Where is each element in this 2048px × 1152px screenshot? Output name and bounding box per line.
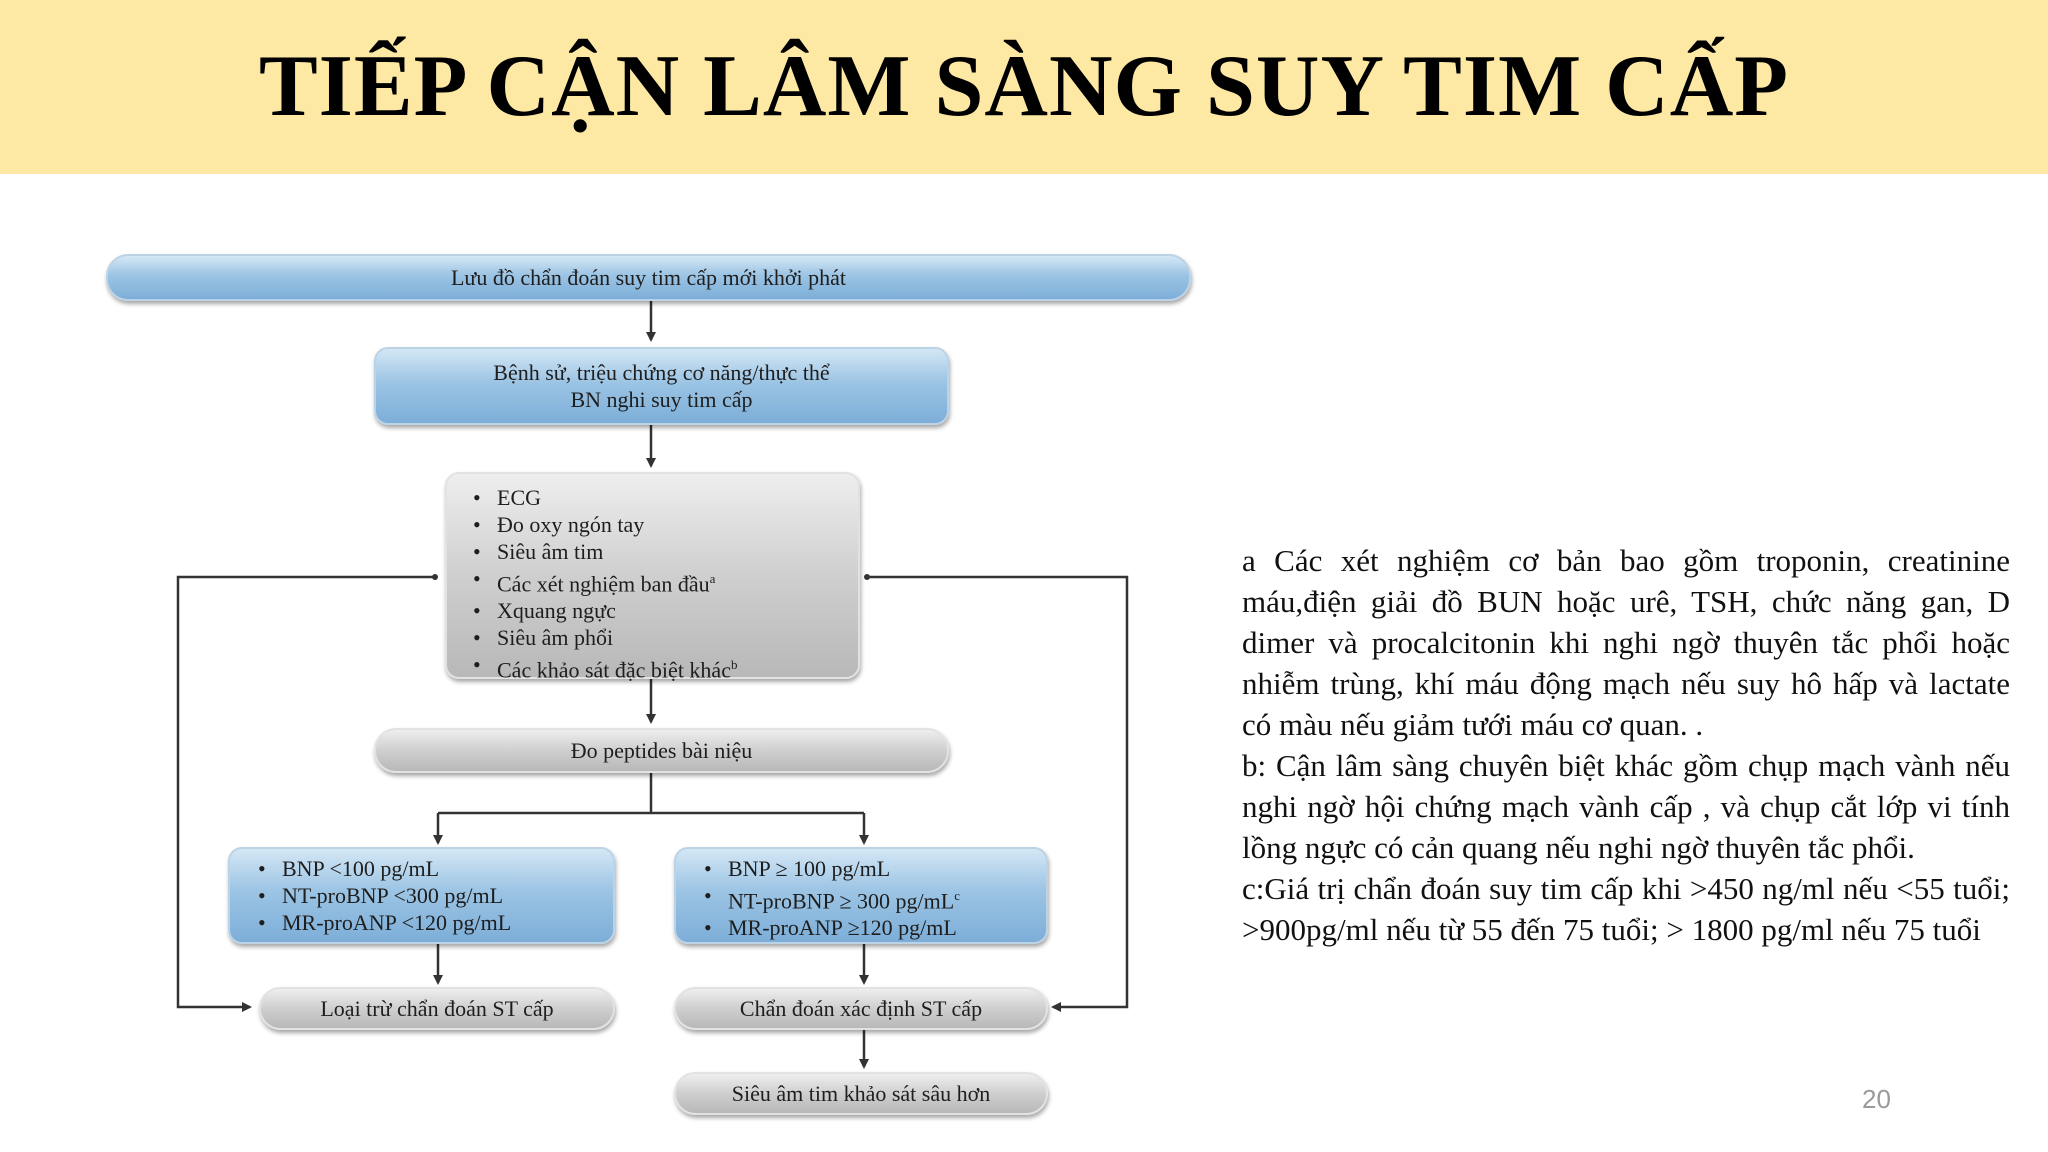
test-item: • ECG [469,484,858,511]
value-item: • BNP <100 pg/mL [254,855,613,882]
footnote-a: a Các xét nghiệm cơ bản bao gồm troponin, creatinine máu,điện giải đồ BUN hoặc urê, TSH, chức năng gan, D dimer và procalcitonin khi nghi ngờ thuyên tắc phổi hoặc nhiễm trùng, khí máu động mạch nếu suy hô hấp và lactate có màu nếu giảm tưới máu cơ quan. . [1242,543,2010,742]
echo-box [674,1072,1048,1115]
initial-tests-list [469,484,858,684]
high-values-box [674,847,1048,944]
history-line-2: BN nghi suy tim cấp [570,387,753,412]
footnote-c: c:Giá trị chẩn đoán suy tim cấp khi >450 ng/ml nếu <55 tuổi; >900pg/ml nếu từ 55 đến 75 tuổi; > 1800 pg/ml nếu 75 tuổi [1242,871,2010,947]
value-item: • MR-proANP <120 pg/mL [254,909,613,936]
footnote-b: b: Cận lâm sàng chuyên biệt khác gồm chụp mạch vành nếu nghi ngờ hội chứng mạch vành cấp , và chụp cắt lớp vi tính lồng ngực có cản quang nếu nghi ngờ thuyên tắc phổi. [1242,748,2010,865]
high-values-list [700,855,1046,941]
exclude-box [259,987,615,1030]
echo-text: Siêu âm tim khảo sát sâu hơn [731,1081,991,1106]
footnotes [1242,540,2010,950]
test-item: • Xquang ngực [469,597,858,624]
initial-tests-box [445,472,860,683]
slide-title: TIẾP CẬN LÂM SÀNG SUY TIM CẤP [258,38,1790,135]
peptides-text: Đo peptides bài niệu [570,738,753,763]
test-item: • Siêu âm phổi [469,624,858,651]
test-item: • Đo oxy ngón tay [469,511,858,538]
test-item: • Các xét nghiệm ban đầu$^a$ [469,565,858,597]
low-values-list [254,855,613,936]
peptides-box [374,728,949,773]
value-item: • NT-proBNP <300 pg/mL [254,882,613,909]
test-item: • Siêu âm tim [469,538,858,565]
low-values-box [228,847,615,944]
test-item: • Các khảo sát đặc biệt khác$^b$ [469,651,858,683]
page-number: 20 [1862,1084,1891,1114]
history-box [374,347,949,425]
history-line-1: Bệnh sử, triệu chứng cơ năng/thực thể [493,360,830,385]
confirm-box [674,987,1048,1030]
flow-header-text: Lưu đồ chẩn đoán suy tim cấp mới khởi phát [450,265,847,290]
value-item: • MR-proANP ≥120 pg/mL [700,914,1046,941]
value-item: • BNP ≥ 100 pg/mL [700,855,1046,882]
confirm-text: Chẩn đoán xác định ST cấp [739,996,983,1021]
exclude-text: Loại trừ chẩn đoán ST cấp [320,996,554,1021]
value-item: • NT-proBNP ≥ 300 $pg/mL^c$ [700,882,1046,914]
flow-header-box [106,254,1191,301]
